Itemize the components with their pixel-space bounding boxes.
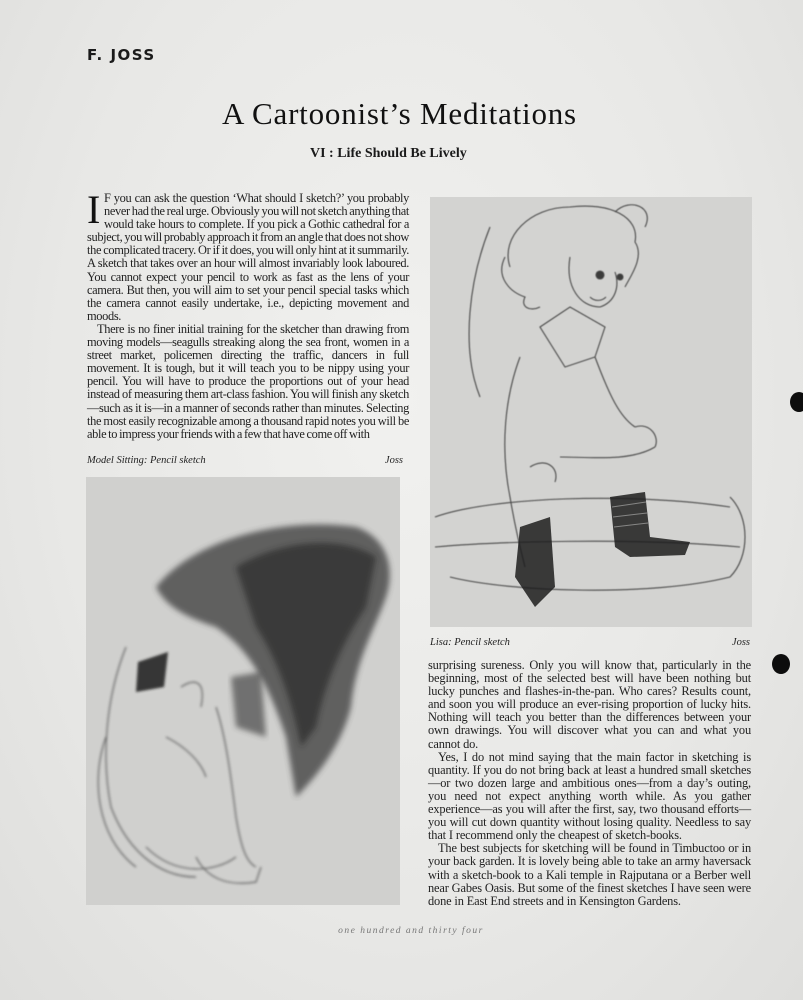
- paragraph: The best subjects for sketching will be found in Timbuctoo or in your back garden. It is lovely being able to take an army haversack with a sketch-book to a Kali temple in Rajputana or a Berber well near Gabes Oasis. But some of the finest sketches I have seen were done in East End streets and in Kensington Gardens.: [428, 841, 751, 908]
- page-number-folio: one hundred and thirty four: [338, 926, 484, 936]
- lisa-sketch-image: [430, 197, 752, 627]
- caption-credit: Joss: [731, 637, 750, 648]
- paragraph: There is no finer initial training for the sketcher than drawing from moving models—seagulls streaking along the sea front, women in a street market, policemen directing the traffic, dancers in full movement. It is tough, but it will teach you to be nippy using your pencil. You will have to produce the proportions out of your head instead of measuring them art-class fashion. You will finish any sketch—such as it is—in a manner of seconds rather than minutes. Selecting the most easily recognizable among a thousand rapid notes you will be able to impress your friends with a few that have come off with: [87, 321, 409, 441]
- paragraph: Yes, I do not mind saying that the main factor in sketching is quantity. If you do not bring back at least a hundred small sketches—or two dozen large and ambitious ones—from a day’s outing, you need not expect anything worth while. As you gather experience—as you will after the first, say, two thousand efforts—you will cut down quantity without losing quality. Needless to say that I recommend only the cheapest of sketch-books.: [428, 749, 751, 843]
- paragraph-text: F you can ask the question ‘What should I sketch?’ you probably never had the real urge. Obviously you will not sketch anything that would take hours to complete. If you pick a Gothic cathedral for a subject, you will probably approach it from an angle that does not show the complicated tracery. Or if it does, you will only hint at it summarily. A sketch that takes over an hour will almost invariably look laboured. You cannot expect your pencil to work as fast as the lens of your camera. But then, you will aim to set your pencil special tasks which the camera cannot easily undertake, i.e., depicting movement and moods.: [87, 191, 409, 323]
- model-sitting-sketch-image: [86, 477, 400, 905]
- caption-text: Model Sitting: Pencil sketch: [87, 455, 206, 466]
- binder-punch-hole: [790, 392, 803, 412]
- caption-text: Lisa: Pencil sketch: [430, 637, 510, 648]
- article-subtitle: VI : Life Should Be Lively: [310, 146, 467, 161]
- binder-punch-hole: [772, 654, 790, 674]
- drop-cap: I: [87, 187, 100, 232]
- author-name: F. JOSS: [87, 46, 156, 64]
- text-column-right: [428, 659, 751, 908]
- figure-caption-model: [87, 455, 403, 467]
- paragraph: surprising sureness. Only you will know that, particularly in the beginning, most of the selected best will have been nothing but lucky punches and flashes-in-the-pan. Who cares? Results count, and soon you will produce an ever-rising proportion of lucky hits. Nothing will teach you better than the differences between your own drawings. You will discover what you can and what you cannot do.: [428, 658, 751, 751]
- figure-caption-lisa: [430, 637, 750, 649]
- text-column-left: [87, 187, 409, 441]
- paragraph: [87, 187, 409, 323]
- article-title: A Cartoonist’s Meditations: [222, 96, 577, 131]
- caption-credit: Joss: [384, 455, 403, 466]
